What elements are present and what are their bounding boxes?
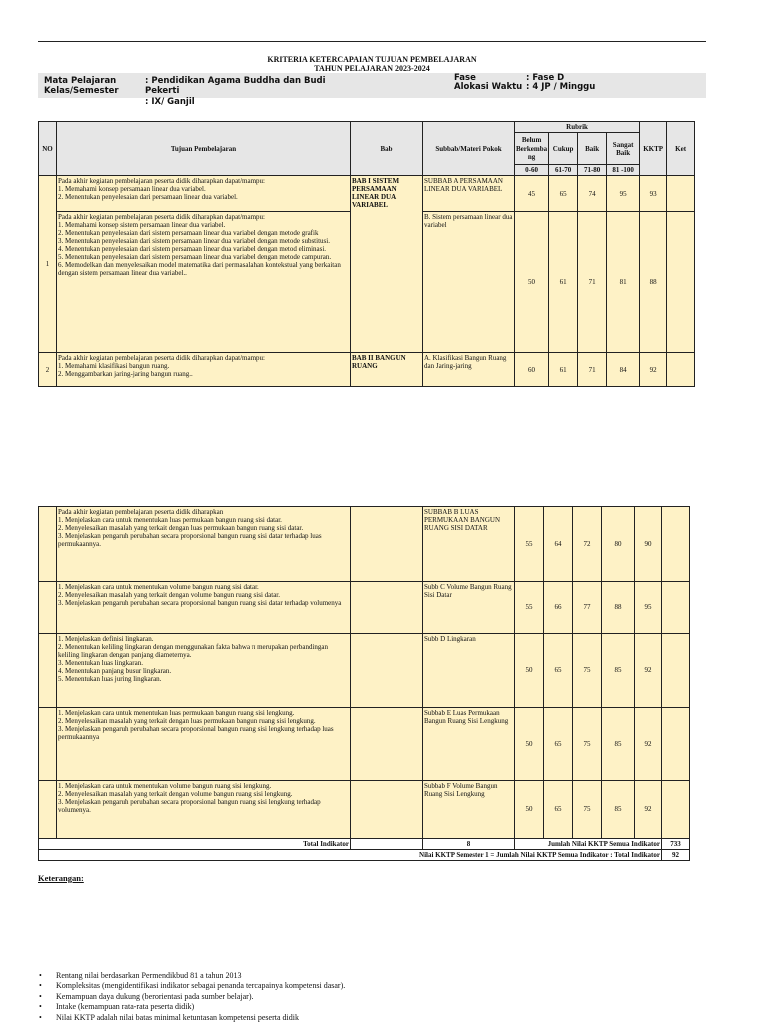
- row-belum: 60: [515, 353, 549, 387]
- row-subbab: SUBBAB A PERSAMAAN LINEAR DUA VARIABEL: [423, 176, 515, 212]
- col-belum: Belum Berkemba ng: [515, 133, 549, 165]
- row-kktp: 88: [640, 212, 667, 353]
- list-item: • Kemampuan daya dukung (berorientasi pada sumber belajar).: [38, 992, 706, 1002]
- row-ket: [667, 353, 695, 387]
- total-label: Total Indikator: [39, 839, 351, 850]
- row-belum: 45: [515, 176, 549, 212]
- row-belum: 50: [515, 212, 549, 353]
- row-sangat: 80: [602, 507, 635, 582]
- nilai-value: 92: [662, 850, 690, 861]
- row-ket: [667, 176, 695, 212]
- row-cukup: 61: [549, 353, 578, 387]
- row-cukup: 61: [549, 212, 578, 353]
- row-ket: [667, 212, 695, 353]
- row-cukup: 65: [544, 708, 573, 781]
- row-baik: 71: [578, 212, 607, 353]
- row-tujuan: Pada akhir kegiatan pembelajaran peserta didik diharapkan dapat/mampu: 1. Memahami konsep sistem persamaan linear dua variabel. 2. Menentukan penyelesaian dari sistem persamaan linear dua variabel dengan metode grafik 3. Menentukan penyelesaian dari sistem persamaan linear dua variabel dengan metode substitusi. 4. Menentukan penyelesaian dari sistem persamaan linear dua variabel dengan metod eliminasi. 5. Menentukan penyelesaian dari sistem persamaan linear dua variabel dengan metode campuran. 6. Memodelkan dan menyelesaikan model matematika dari permasalahan kontekstual yang berkaitan dengan sistem persamaan linear dua variabel..: [57, 212, 351, 353]
- row-baik: 74: [578, 176, 607, 212]
- row-baik: 71: [578, 353, 607, 387]
- table-row: [39, 353, 695, 387]
- row-subbab: Subbab E Luas Permukaan Bangun Ruang Sisi Lengkung: [423, 708, 515, 781]
- col-tujuan: Tujuan Pembelajaran: [57, 122, 351, 176]
- row-subbab: Subbab F Volume Bangun Ruang Sisi Lengkung: [423, 781, 515, 839]
- row-belum: 50: [515, 634, 544, 708]
- row-kktp: 92: [635, 781, 662, 839]
- row-cukup: 66: [544, 582, 573, 634]
- row-baik: 75: [573, 708, 602, 781]
- row-baik: 77: [573, 582, 602, 634]
- total-value: 8: [423, 839, 515, 850]
- row-subbab: A. Klasifikasi Bangun Ruang dan Jaring-jaring: [423, 353, 515, 387]
- range-3: 71-80: [578, 165, 607, 176]
- row-tujuan: Pada akhir kegiatan pembelajaran peserta didik diharapkan dapat/mampu: 1. Memahami konsep persamaan linear dua variabel. 2. Menentukan penyelesaian dari persamaan linear dua variabel.: [57, 176, 351, 212]
- row-cukup: 64: [544, 507, 573, 582]
- row-kktp: 92: [635, 708, 662, 781]
- top-rule: [38, 41, 706, 42]
- table-row: [39, 708, 690, 781]
- keterangan-heading: Keterangan:: [38, 873, 84, 883]
- row-sangat: 88: [602, 582, 635, 634]
- row-ket: [662, 781, 690, 839]
- row-tujuan: 1. Menjelaskan cara untuk menentukan volume bangun ruang sisi datar. 2. Menyelesaikan masalah yang terkait dengan volume bangun ruang sisi datar. 3. Menjelaskan pengaruh perubahan secara proporsional bangun ruang sisi datar terhadap volumenya: [57, 582, 351, 634]
- row-tujuan: 1. Menjelaskan definisi lingkaran. 2. Menentukan keliling lingkaran dengan menggunakan fakta bahwa π merupakan perbandingan keliling lingkaran dengan panjang diameternya. 3. Menentukan luas lingkaran. 4. Menentukan panjang busur lingkaran. 5. Menentukan luas juring lingkaran.: [57, 634, 351, 708]
- row-subbab: B. Sistem persamaan linear dua variabel: [423, 212, 515, 353]
- row-baik: 75: [573, 634, 602, 708]
- row-kktp: 95: [635, 582, 662, 634]
- criteria-table-part2: [38, 506, 690, 861]
- row-subbab: SUBBAB B LUAS PERMUKAAN BANGUN RUANG SISI DATAR: [423, 507, 515, 582]
- row-kktp: 93: [640, 176, 667, 212]
- row-tujuan: Pada akhir kegiatan pembelajaran peserta didik diharapkan dapat/mampu: 1. Memahami klasifikasi bangun ruang. 2. Menggambarkan jaring-jaring bangun ruang..: [57, 353, 351, 387]
- alokasi-label: Alokasi Waktu: [454, 82, 523, 92]
- row-no: 1: [39, 176, 57, 353]
- mapel-value: : Pendidikan Agama Buddha dan Budi Pekerti: [145, 76, 326, 96]
- total-row: [39, 839, 690, 850]
- row-ket: [662, 507, 690, 582]
- nilai-row: [39, 850, 690, 861]
- row-kktp: 92: [640, 353, 667, 387]
- row-ket: [662, 582, 690, 634]
- table-row: [39, 634, 690, 708]
- row-sangat: 85: [602, 708, 635, 781]
- table-row: [39, 507, 690, 582]
- fase-label: Fase: [454, 73, 476, 83]
- fase-value: : Fase D: [526, 73, 565, 83]
- col-cukup: Cukup: [549, 133, 578, 165]
- col-subbab: Subbab/Materi Pokok: [423, 122, 515, 176]
- mapel-label: Mata Pelajaran: [44, 76, 117, 86]
- row-sangat: 84: [607, 353, 640, 387]
- row-no: 2: [39, 353, 57, 387]
- table-row: [39, 582, 690, 634]
- document-title: KRITERIA KETERCAPAIAN TUJUAN PEMBELAJARAN: [267, 55, 477, 64]
- col-sangat: Sangat Baik: [607, 133, 640, 165]
- row-kktp: 90: [635, 507, 662, 582]
- info-panel: [38, 73, 706, 98]
- row-ket: [662, 634, 690, 708]
- list-item: • Rentang nilai berdasarkan Permendikbud 81 a tahun 2013: [38, 971, 706, 981]
- row-cukup: 65: [544, 781, 573, 839]
- list-item: • Kompleksitas (mengidentifikasi indikator sebagai penanda tercapainya kompetensi dasar).: [38, 981, 706, 991]
- nilai-label: Nilai KKTP Semester 1 = Jumlah Nilai KKTP Semua Indikator : Total Indikator: [39, 850, 662, 861]
- kelas-value: : IX/ Ganjil: [145, 97, 195, 107]
- kelas-label: Kelas/Semester: [44, 86, 119, 96]
- row-sangat: 85: [602, 781, 635, 839]
- row-cukup: 65: [549, 176, 578, 212]
- col-rubrik: Rubrik: [515, 122, 640, 133]
- row-baik: 72: [573, 507, 602, 582]
- row-kktp: 92: [635, 634, 662, 708]
- table-row: [39, 781, 690, 839]
- col-ket: Ket: [667, 122, 695, 176]
- table-row: [39, 176, 695, 212]
- alokasi-value: : 4 JP / Minggu: [526, 82, 596, 92]
- row-belum: 50: [515, 781, 544, 839]
- row-sangat: 81: [607, 212, 640, 353]
- row-belum: 55: [515, 507, 544, 582]
- col-no: NO: [39, 122, 57, 176]
- row-sangat: 95: [607, 176, 640, 212]
- row-belum: 50: [515, 708, 544, 781]
- criteria-table-part1: [38, 121, 695, 387]
- row-subbab: Subb C Volume Bangun Ruang Sisi Datar: [423, 582, 515, 634]
- row-bab: BAB I SISTEM PERSAMAAN LINEAR DUA VARIABEL: [351, 176, 423, 353]
- range-4: 81 -100: [607, 165, 640, 176]
- row-belum: 55: [515, 582, 544, 634]
- list-item: • Intake (kemampuan rata-rata peserta didik): [38, 1002, 706, 1012]
- row-bab: BAB II BANGUN RUANG: [351, 353, 423, 387]
- jumlah-label: Jumlah Nilai KKTP Semua Indikator: [515, 839, 662, 850]
- col-baik: Baik: [578, 133, 607, 165]
- col-kktp: KKTP: [640, 122, 667, 176]
- col-bab: Bab: [351, 122, 423, 176]
- range-2: 61-70: [549, 165, 578, 176]
- list-item: • Nilai KKTP adalah nilai batas minimal ketuntasan kompetensi peserta didik: [38, 1013, 706, 1023]
- row-baik: 75: [573, 781, 602, 839]
- row-tujuan: Pada akhir kegiatan pembelajaran peserta didik diharapkan 1. Menjelaskan cara untuk menentukan luas permukaan bangun ruang sisi datar. 2. Menyelesaikan masalah yang terkait dengan luas permukaan bangun ruang sisi datar. 3. Menjelaskan pengaruh perubahan secara proporsional bangun ruang sisi datar terhadap luas permukaannya.: [57, 507, 351, 582]
- row-ket: [662, 708, 690, 781]
- row-sangat: 85: [602, 634, 635, 708]
- keterangan-list: [38, 971, 706, 1024]
- row-subbab: Subb D Lingkaran: [423, 634, 515, 708]
- row-tujuan: 1. Menjelaskan cara untuk menentukan luas permukaan bangun ruang sisi lengkung. 2. Menyelesaikan masalah yang terkait dengan luas permukaan bangun ruang sisi lengkung. 3. Menjelaskan pengaruh perubahan secara proporsional bangun ruang sisi lengkung terhadap luas permukaannya: [57, 708, 351, 781]
- range-1: 0-60: [515, 165, 549, 176]
- document-subtitle: TAHUN PELAJARAN 2023-2024: [314, 64, 430, 73]
- row-tujuan: 1. Menjelaskan cara untuk menentukan volume bangun ruang sisi lengkung. 2. Menyelesaikan masalah yang terkait dengan volume bangun ruang sisi lengkung. 3. Menjelaskan pengaruh perubahan secara proporsional bangun ruang sisi lengkung terhadap volumenya.: [57, 781, 351, 839]
- jumlah-value: 733: [662, 839, 690, 850]
- row-cukup: 65: [544, 634, 573, 708]
